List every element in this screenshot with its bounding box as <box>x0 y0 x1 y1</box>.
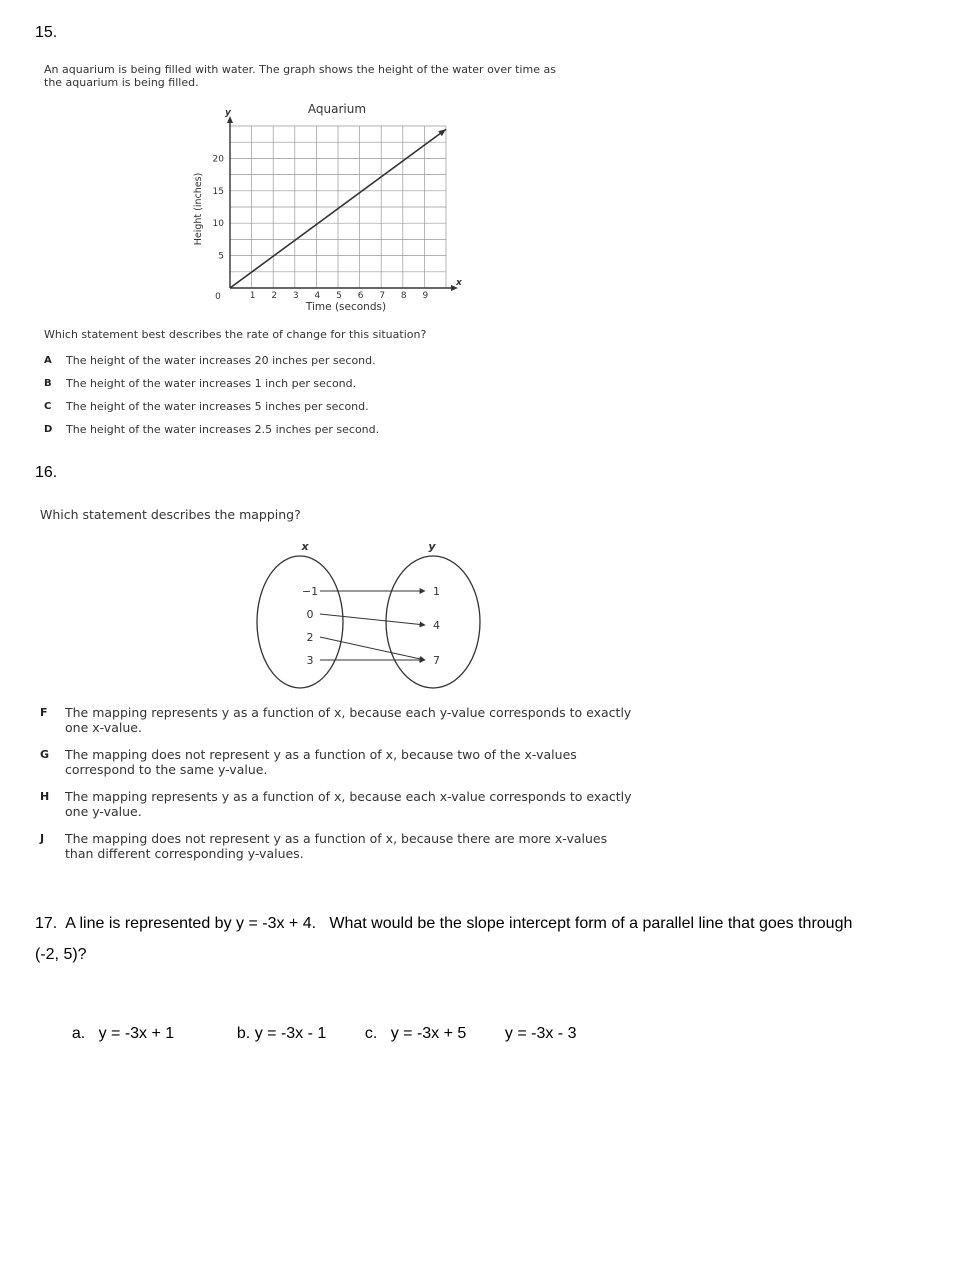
x-tick-label: 2 <box>271 291 278 301</box>
q15-number: 15. <box>35 24 58 41</box>
q15-option-b[interactable] <box>44 376 379 392</box>
option-text: The height of the water increases 5 inches per second. <box>66 400 369 413</box>
option-text: y = -3x + 5 <box>390 1025 467 1042</box>
q15-stem-line1: An aquarium is being filled with water. The graph shows the height of the water over time as <box>44 63 556 76</box>
range-value: 7 <box>433 654 440 667</box>
q16-option-h[interactable] <box>40 789 730 819</box>
mapping-arrow <box>320 614 425 625</box>
option-text-line1: The mapping does not represent y as a function of x, because there are more x-values <box>65 831 608 846</box>
q17-option-d[interactable] <box>496 1007 576 1043</box>
x-tick-label: 1 <box>249 291 256 301</box>
chart-plot <box>193 108 463 313</box>
mapping-range-label: y <box>428 540 436 553</box>
y-tick-label: 20 <box>212 154 224 165</box>
option-text-line1: The mapping does not represent y as a function of x, because two of the x-values <box>65 747 577 762</box>
option-text: The height of the water increases 2.5 inches per second. <box>66 423 380 436</box>
y-tick-label: 15 <box>212 186 224 197</box>
q15-question: Which statement best describes the rate of change for this situation? <box>44 328 427 341</box>
option-text: y = -3x + 1 <box>98 1025 175 1042</box>
chart-title: Aquarium <box>307 102 367 116</box>
mapping-arrow <box>320 637 425 660</box>
q16-question: Which statement describes the mapping? <box>40 507 301 522</box>
y-tick-label: 5 <box>218 251 224 262</box>
q16-option-f[interactable] <box>40 705 730 735</box>
q17-option-c[interactable] <box>356 1007 466 1043</box>
option-text-line2: one y-value. <box>65 804 142 819</box>
x-tick-label: 6 <box>357 291 364 301</box>
q15-option-d[interactable] <box>44 422 379 438</box>
option-text: y = -3x - 3 <box>504 1025 577 1042</box>
q15-option-c[interactable] <box>44 399 379 415</box>
q15-options <box>44 353 379 438</box>
aquarium-chart <box>180 96 470 318</box>
option-letter: G <box>40 748 50 761</box>
y-axis-title: Height (inches) <box>193 172 204 246</box>
option-letter: A <box>44 355 52 366</box>
option-text-line2: correspond to the same y-value. <box>65 762 268 777</box>
q17-option-a[interactable] <box>63 1007 174 1043</box>
option-letter: F <box>40 706 48 719</box>
option-letter: D <box>44 424 53 435</box>
option-label: c. <box>364 1025 378 1042</box>
option-text: The height of the water increases 1 inch per second. <box>66 377 357 390</box>
q17-option-b[interactable] <box>228 1007 326 1043</box>
x-axis-variable: x <box>456 278 462 288</box>
option-letter: H <box>40 790 50 803</box>
x-tick-label: 4 <box>314 291 321 301</box>
option-letter: C <box>44 401 52 412</box>
domain-value: −1 <box>301 585 319 598</box>
domain-value: 2 <box>306 631 314 644</box>
q16-options <box>40 705 730 861</box>
option-text: The height of the water increases 20 inches per second. <box>66 354 376 367</box>
option-label: a. <box>71 1025 86 1042</box>
q17-question-line2: (-2, 5)? <box>35 946 87 963</box>
q15-option-a[interactable] <box>44 353 379 369</box>
x-axis-title: Time (seconds) <box>305 301 387 313</box>
domain-value: 3 <box>306 654 314 667</box>
domain-value: 0 <box>306 608 314 621</box>
origin-label: 0 <box>215 292 221 302</box>
range-value: 1 <box>433 585 440 598</box>
option-text-line2: than different corresponding y-values. <box>65 846 304 861</box>
x-tick-label: 8 <box>400 291 407 301</box>
y-axis-variable: y <box>225 108 231 118</box>
domain-oval <box>257 556 343 688</box>
mapping-diagram <box>250 535 490 695</box>
option-letter: B <box>44 378 52 389</box>
option-text-line2: one x-value. <box>65 720 142 735</box>
mapping-domain-label: x <box>301 540 309 553</box>
option-letter: J <box>40 832 45 845</box>
x-tick-label: 7 <box>379 291 386 301</box>
x-tick-label: 3 <box>292 291 299 301</box>
option-text-line1: The mapping represents y as a function of x, because each y-value corresponds to exactly <box>65 705 632 720</box>
q16-option-g[interactable] <box>40 747 730 777</box>
x-tick-label: 9 <box>422 291 429 301</box>
mapping-elements <box>302 585 440 667</box>
q17-question-line1: 17. A line is represented by y = -3x + 4. What would be the slope intercept form of a parallel line that goes through <box>35 915 853 932</box>
q16-number: 16. <box>35 464 58 481</box>
q15-stem-line2: the aquarium is being filled. <box>44 76 199 89</box>
option-label: b. <box>236 1025 251 1042</box>
q15-stem <box>44 63 556 89</box>
option-text: y = -3x - 1 <box>254 1025 327 1042</box>
q16-option-j[interactable] <box>40 831 730 861</box>
option-text-line1: The mapping represents y as a function of x, because each x-value corresponds to exactly <box>65 789 632 804</box>
x-tick-label: 5 <box>336 291 342 301</box>
y-tick-label: 10 <box>212 219 224 230</box>
range-value: 4 <box>433 619 440 632</box>
